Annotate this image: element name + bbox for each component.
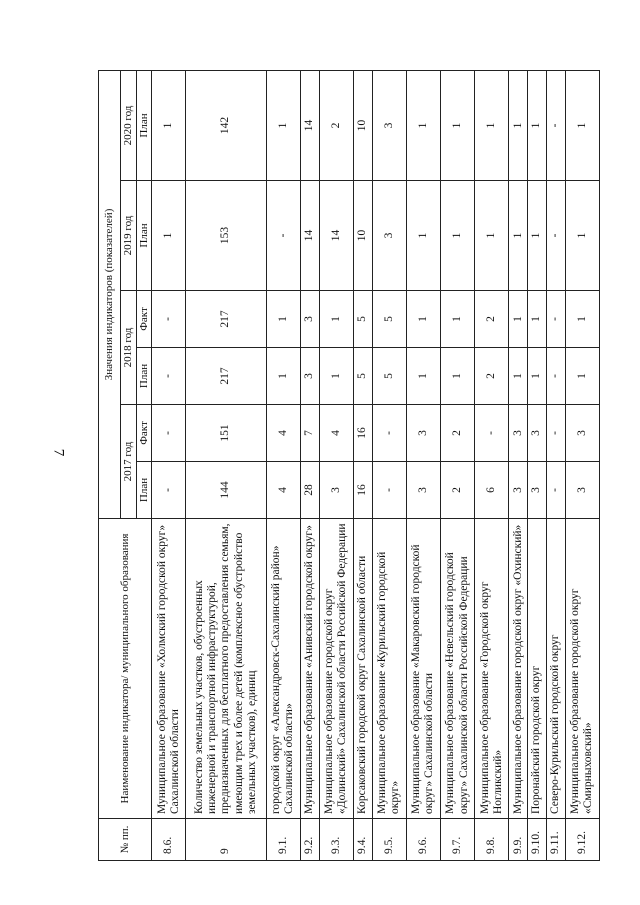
value-p2017: 28 bbox=[300, 462, 319, 519]
value-f2018: 1 bbox=[509, 291, 528, 348]
table-row bbox=[475, 70, 509, 860]
header-2019: 2019 год bbox=[121, 181, 137, 291]
value-p2019: 1 bbox=[406, 181, 440, 291]
row-number: 9.12. bbox=[565, 819, 599, 861]
value-p2019: 1 bbox=[152, 181, 186, 291]
value-p2018: 2 bbox=[475, 348, 509, 405]
value-p2020: 10 bbox=[353, 70, 372, 180]
value-p2017: 3 bbox=[509, 462, 528, 519]
value-f2017: 3 bbox=[528, 405, 547, 462]
header-plan-2017: План bbox=[136, 462, 152, 519]
value-p2017: 3 bbox=[565, 462, 599, 519]
row-number: 8.6. bbox=[152, 819, 186, 861]
row-number: 9.9. bbox=[509, 819, 528, 861]
header-group: Значения индикаторов (показателей) bbox=[99, 70, 121, 518]
value-p2018: 1 bbox=[565, 348, 599, 405]
value-p2018: - bbox=[546, 348, 565, 405]
row-name: Муниципальное образование «Анивский городской округ» bbox=[300, 519, 319, 819]
value-f2017: 3 bbox=[509, 405, 528, 462]
value-p2018: 1 bbox=[528, 348, 547, 405]
value-f2017: 2 bbox=[440, 405, 474, 462]
table-row bbox=[546, 70, 565, 860]
row-number: 9 bbox=[186, 819, 266, 861]
value-p2019: 153 bbox=[186, 181, 266, 291]
value-p2018: 5 bbox=[372, 348, 406, 405]
value-f2017: 16 bbox=[353, 405, 372, 462]
value-p2020: 1 bbox=[152, 70, 186, 180]
table-row bbox=[353, 70, 372, 860]
value-p2020: 3 bbox=[372, 70, 406, 180]
value-p2018: 3 bbox=[300, 348, 319, 405]
value-f2017: - bbox=[372, 405, 406, 462]
value-p2020: 1 bbox=[528, 70, 547, 180]
value-p2018: 1 bbox=[406, 348, 440, 405]
table-row bbox=[406, 70, 440, 860]
row-name: городской округ «Александровск-Сахалинский район» Сахалинской области» bbox=[266, 519, 300, 819]
header-fact-2018: Факт bbox=[136, 291, 152, 348]
value-p2017: - bbox=[546, 462, 565, 519]
value-f2018: 1 bbox=[266, 291, 300, 348]
table-row bbox=[528, 70, 547, 860]
value-p2017: 2 bbox=[440, 462, 474, 519]
value-f2018: 217 bbox=[186, 291, 266, 348]
value-f2017: 3 bbox=[406, 405, 440, 462]
value-f2017: - bbox=[475, 405, 509, 462]
table-row bbox=[372, 70, 406, 860]
value-f2018: 5 bbox=[372, 291, 406, 348]
header-plan-2018: План bbox=[136, 348, 152, 405]
row-name: Северо-Курильский городской округ bbox=[546, 519, 565, 819]
value-p2019: 14 bbox=[319, 181, 353, 291]
value-f2018: - bbox=[152, 291, 186, 348]
header-2018: 2018 год bbox=[121, 291, 137, 405]
value-p2018: 1 bbox=[509, 348, 528, 405]
value-p2020: 2 bbox=[319, 70, 353, 180]
value-p2019: 14 bbox=[300, 181, 319, 291]
row-name: Корсаковский городской округ Сахалинской области bbox=[353, 519, 372, 819]
header-plan-2020: План bbox=[136, 70, 152, 180]
table-container bbox=[98, 71, 600, 861]
value-p2017: 16 bbox=[353, 462, 372, 519]
value-p2017: 3 bbox=[319, 462, 353, 519]
value-p2019: - bbox=[546, 181, 565, 291]
value-p2017: 144 bbox=[186, 462, 266, 519]
value-f2018: 1 bbox=[406, 291, 440, 348]
value-f2017: 4 bbox=[266, 405, 300, 462]
row-number: 9.8. bbox=[475, 819, 509, 861]
row-number: 9.6. bbox=[406, 819, 440, 861]
value-p2020: 142 bbox=[186, 70, 266, 180]
table-row bbox=[186, 70, 266, 860]
value-f2017: 3 bbox=[565, 405, 599, 462]
value-f2017: - bbox=[546, 405, 565, 462]
value-f2018: 1 bbox=[528, 291, 547, 348]
value-f2017: 7 bbox=[300, 405, 319, 462]
value-f2018: 1 bbox=[440, 291, 474, 348]
header-plan-2019: План bbox=[136, 181, 152, 291]
indicators-table bbox=[98, 70, 600, 861]
table-row bbox=[300, 70, 319, 860]
row-name: Поронайский городской округ bbox=[528, 519, 547, 819]
rotated-table bbox=[98, 71, 600, 861]
table-row bbox=[152, 70, 186, 860]
value-p2018: 217 bbox=[186, 348, 266, 405]
value-p2017: 3 bbox=[528, 462, 547, 519]
value-p2019: 10 bbox=[353, 181, 372, 291]
value-p2019: 1 bbox=[565, 181, 599, 291]
value-p2018: 1 bbox=[319, 348, 353, 405]
value-p2019: - bbox=[266, 181, 300, 291]
row-name: Муниципальное образование городской округ «Долинский» Сахалинской области Российской Федерации bbox=[319, 519, 353, 819]
value-p2019: 1 bbox=[509, 181, 528, 291]
page-number: 7 bbox=[50, 448, 67, 457]
value-f2018: - bbox=[546, 291, 565, 348]
table-row bbox=[565, 70, 599, 860]
table-row bbox=[440, 70, 474, 860]
header-no: № пп. bbox=[99, 819, 152, 861]
row-name: Количество земельных участков, обустроенных инженерной и транспортной инфраструктурой, предназначенных для бесплатного предоставления семьям, имеющим трех и более детей (комплексное обустройство земельных участков), единиц bbox=[186, 519, 266, 819]
value-p2017: 3 bbox=[406, 462, 440, 519]
row-name: Муниципальное образование «Холмский городской округ» Сахалинской области bbox=[152, 519, 186, 819]
header-2020: 2020 год bbox=[121, 70, 137, 180]
value-p2020: 1 bbox=[266, 70, 300, 180]
value-p2017: - bbox=[372, 462, 406, 519]
row-number: 9.11. bbox=[546, 819, 565, 861]
value-p2017: - bbox=[152, 462, 186, 519]
value-f2018: 3 bbox=[300, 291, 319, 348]
row-name: Муниципальное образование городской округ «Охинский» bbox=[509, 519, 528, 819]
row-number: 9.3. bbox=[319, 819, 353, 861]
row-number: 9.7. bbox=[440, 819, 474, 861]
header-fact-2017: Факт bbox=[136, 405, 152, 462]
value-p2020: 1 bbox=[565, 70, 599, 180]
value-p2020: 1 bbox=[475, 70, 509, 180]
value-p2019: 3 bbox=[372, 181, 406, 291]
value-p2020: - bbox=[546, 70, 565, 180]
header-2017: 2017 год bbox=[121, 405, 137, 519]
table-body bbox=[152, 70, 600, 860]
value-f2018: 1 bbox=[319, 291, 353, 348]
value-p2020: 1 bbox=[509, 70, 528, 180]
row-name: Муниципальное образование «Макаровский городской округ» Сахалинской области bbox=[406, 519, 440, 819]
value-p2018: 1 bbox=[266, 348, 300, 405]
value-p2020: 14 bbox=[300, 70, 319, 180]
row-number: 9.4. bbox=[353, 819, 372, 861]
row-name: Муниципальное образование «Городской округ Ногликский» bbox=[475, 519, 509, 819]
value-p2018: - bbox=[152, 348, 186, 405]
value-f2018: 2 bbox=[475, 291, 509, 348]
table-row bbox=[319, 70, 353, 860]
value-p2020: 1 bbox=[440, 70, 474, 180]
row-number: 9.10. bbox=[528, 819, 547, 861]
row-name: Муниципальное образование «Курильский городской округ» bbox=[372, 519, 406, 819]
value-p2019: 1 bbox=[475, 181, 509, 291]
table-row bbox=[509, 70, 528, 860]
value-f2018: 5 bbox=[353, 291, 372, 348]
value-p2019: 1 bbox=[440, 181, 474, 291]
table-row bbox=[266, 70, 300, 860]
value-p2018: 1 bbox=[440, 348, 474, 405]
value-f2017: 4 bbox=[319, 405, 353, 462]
value-p2017: 4 bbox=[266, 462, 300, 519]
row-name: Муниципальное образование городской округ «Смирныховский» bbox=[565, 519, 599, 819]
value-p2018: 5 bbox=[353, 348, 372, 405]
value-f2017: - bbox=[152, 405, 186, 462]
value-p2019: 1 bbox=[528, 181, 547, 291]
row-number: 9.2. bbox=[300, 819, 319, 861]
row-name: Муниципальное образование «Невельский городской округ» Сахалинской области Российской Федерации bbox=[440, 519, 474, 819]
value-p2020: 1 bbox=[406, 70, 440, 180]
value-f2018: 1 bbox=[565, 291, 599, 348]
row-number: 9.5. bbox=[372, 819, 406, 861]
value-f2017: 151 bbox=[186, 405, 266, 462]
row-number: 9.1. bbox=[266, 819, 300, 861]
value-p2017: 6 bbox=[475, 462, 509, 519]
header-name: Наименование индикатора/ муниципального образования bbox=[99, 519, 152, 819]
